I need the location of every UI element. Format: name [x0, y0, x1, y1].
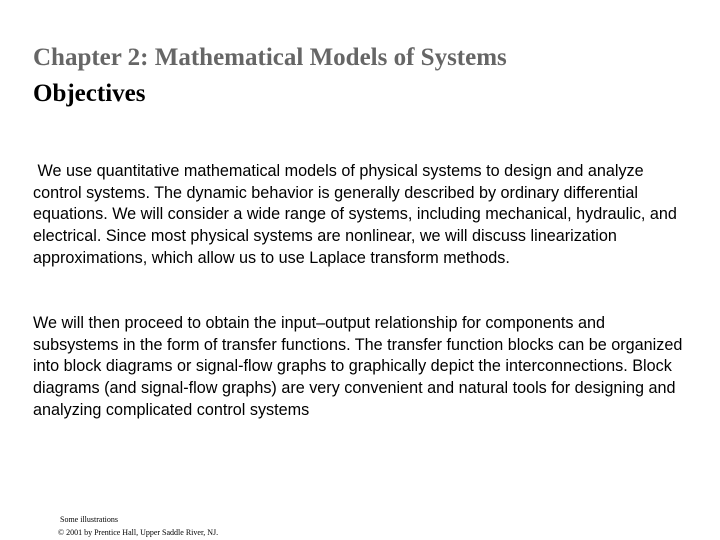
body-paragraph-2: We will then proceed to obtain the input–output relationship for components and subsystems in the form of transfer functions. The transfer function blocks can be organized into block diagrams or signal-flow graphs to graphically depict the interconnections. Block diagrams (and signal-flow graphs) are very convenient and natural tools for designing and analyzing complicated control systems — [33, 314, 683, 419]
slide-subtitle: Objectives — [33, 80, 146, 107]
body-paragraph-1: We use quantitative mathematical models of physical systems to design and analyze control systems. The dynamic behavior is generally described by ordinary differential equations. We will consider a wide range of systems, including mechanical, hydraulic, and electrical. Since most physical systems are nonlinear, we will discuss linearization approximations, which allow us to use Laplace transform methods. — [33, 162, 682, 267]
chapter-title: Chapter 2: Mathematical Models of Systems — [33, 44, 507, 71]
footer-illustrations-note: Some illustrations — [60, 515, 118, 524]
footer-copyright: © 2001 by Prentice Hall, Upper Saddle River, NJ. — [58, 528, 219, 537]
